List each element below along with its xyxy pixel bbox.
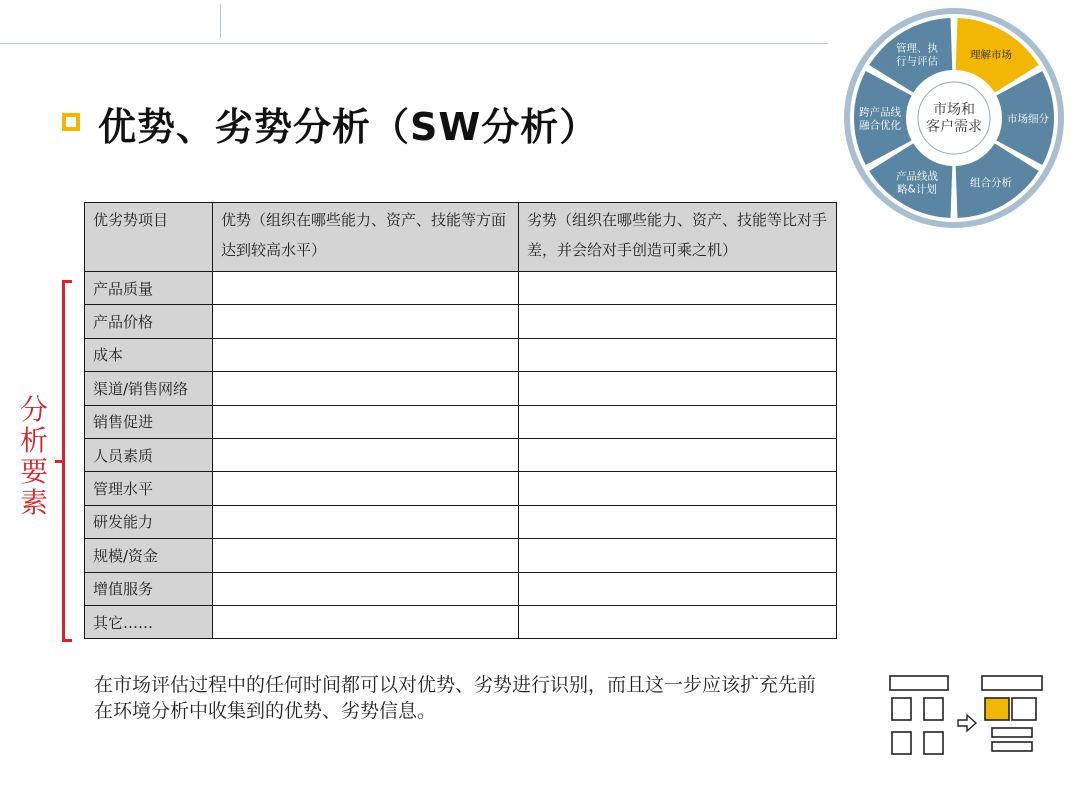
active-box-icon — [985, 698, 1009, 720]
weakness-cell[interactable] — [519, 372, 837, 405]
header-tick — [220, 4, 221, 38]
factor-cell: 管理水平 — [85, 472, 213, 505]
table-row — [85, 539, 837, 572]
strength-cell[interactable] — [213, 572, 519, 605]
table-row — [85, 405, 837, 438]
strength-cell[interactable] — [213, 405, 519, 438]
weakness-cell[interactable] — [519, 405, 837, 438]
flow-box-icon — [992, 742, 1032, 751]
bracket-tip — [55, 460, 65, 463]
header-weaknesses: 劣势（组织在哪些能力、资产、技能等比对手差，并会给对手创造可乘之机） — [519, 203, 837, 272]
table-row — [85, 605, 837, 638]
wheel-segment-label: 理解市场 — [970, 48, 1012, 61]
table-row — [85, 305, 837, 338]
weakness-cell[interactable] — [519, 438, 837, 471]
weakness-cell[interactable] — [519, 572, 837, 605]
wheel-segment-label: 融合优化 — [859, 119, 901, 132]
footnote-text: 在市场评估过程中的任何时间都可以对优势、劣势进行识别，而且这一步应该扩充先前在环境分析中收集到的优势、劣势信息。 — [94, 674, 817, 722]
strength-cell[interactable] — [213, 338, 519, 371]
arrow-right-icon — [958, 715, 976, 731]
flow-box-icon — [982, 676, 1042, 690]
flow-box-icon — [892, 732, 911, 754]
strength-cell[interactable] — [213, 372, 519, 405]
factor-cell: 人员素质 — [85, 438, 213, 471]
table-row — [85, 572, 837, 605]
wheel-segment-label: 管理、执 — [896, 42, 938, 55]
wheel-segment-label: 产品线战 — [896, 170, 938, 183]
weakness-cell[interactable] — [519, 605, 837, 638]
weakness-cell[interactable] — [519, 338, 837, 371]
wheel-segment-label: 组合分析 — [970, 177, 1012, 190]
header-factor: 优劣势项目 — [85, 203, 213, 272]
factor-cell: 产品质量 — [85, 272, 213, 305]
factor-cell: 产品价格 — [85, 305, 213, 338]
weakness-cell[interactable] — [519, 472, 837, 505]
flow-box-icon — [992, 728, 1032, 737]
wheel-segment-label: 行与评估 — [896, 55, 938, 68]
table-row — [85, 438, 837, 471]
strength-cell[interactable] — [213, 505, 519, 538]
factor-cell: 其它…… — [85, 605, 213, 638]
strength-cell[interactable] — [213, 472, 519, 505]
table-row — [85, 505, 837, 538]
table-row — [85, 372, 837, 405]
sw-analysis-table — [84, 202, 837, 639]
flow-box-icon — [890, 676, 948, 690]
weakness-cell[interactable] — [519, 305, 837, 338]
wheel-segment-label: 略&计划 — [897, 183, 937, 196]
factor-cell: 销售促进 — [85, 405, 213, 438]
wheel-center — [918, 82, 990, 154]
factor-cell: 规模/资金 — [85, 539, 213, 572]
factor-cell: 成本 — [85, 338, 213, 371]
header-strengths: 优势（组织在哪些能力、资产、技能等方面达到较高水平） — [213, 203, 519, 272]
wheel-segment-label: 市场细分 — [1007, 113, 1049, 125]
table-row — [85, 338, 837, 371]
factor-cell: 研发能力 — [85, 505, 213, 538]
table-row — [85, 472, 837, 505]
flow-box-icon — [1012, 698, 1036, 720]
side-label: 分析要素 — [19, 393, 48, 519]
strength-cell[interactable] — [213, 272, 519, 305]
factor-cell: 增值服务 — [85, 572, 213, 605]
table-row — [85, 272, 837, 305]
wheel-center-label: 市场和 — [933, 102, 975, 118]
strength-cell[interactable] — [213, 539, 519, 572]
weakness-cell[interactable] — [519, 505, 837, 538]
header-rule — [0, 43, 828, 44]
flow-box-icon — [924, 698, 943, 720]
process-wheel-diagram — [838, 0, 1070, 240]
strength-cell[interactable] — [213, 438, 519, 471]
strength-cell[interactable] — [213, 605, 519, 638]
table-header-row — [85, 203, 837, 272]
weakness-cell[interactable] — [519, 272, 837, 305]
weakness-cell[interactable] — [519, 539, 837, 572]
strength-cell[interactable] — [213, 305, 519, 338]
wheel-segment-label: 跨产品线 — [859, 106, 901, 119]
flow-box-icon — [892, 698, 911, 720]
wheel-center-label: 客户需求 — [926, 119, 982, 135]
title-bullet-icon — [62, 113, 80, 131]
slide-title: 优势、劣势分析（SW分析） — [98, 105, 599, 149]
navigation-flow-icon — [880, 668, 1060, 768]
factor-cell: 渠道/销售网络 — [85, 372, 213, 405]
flow-box-icon — [924, 732, 943, 754]
